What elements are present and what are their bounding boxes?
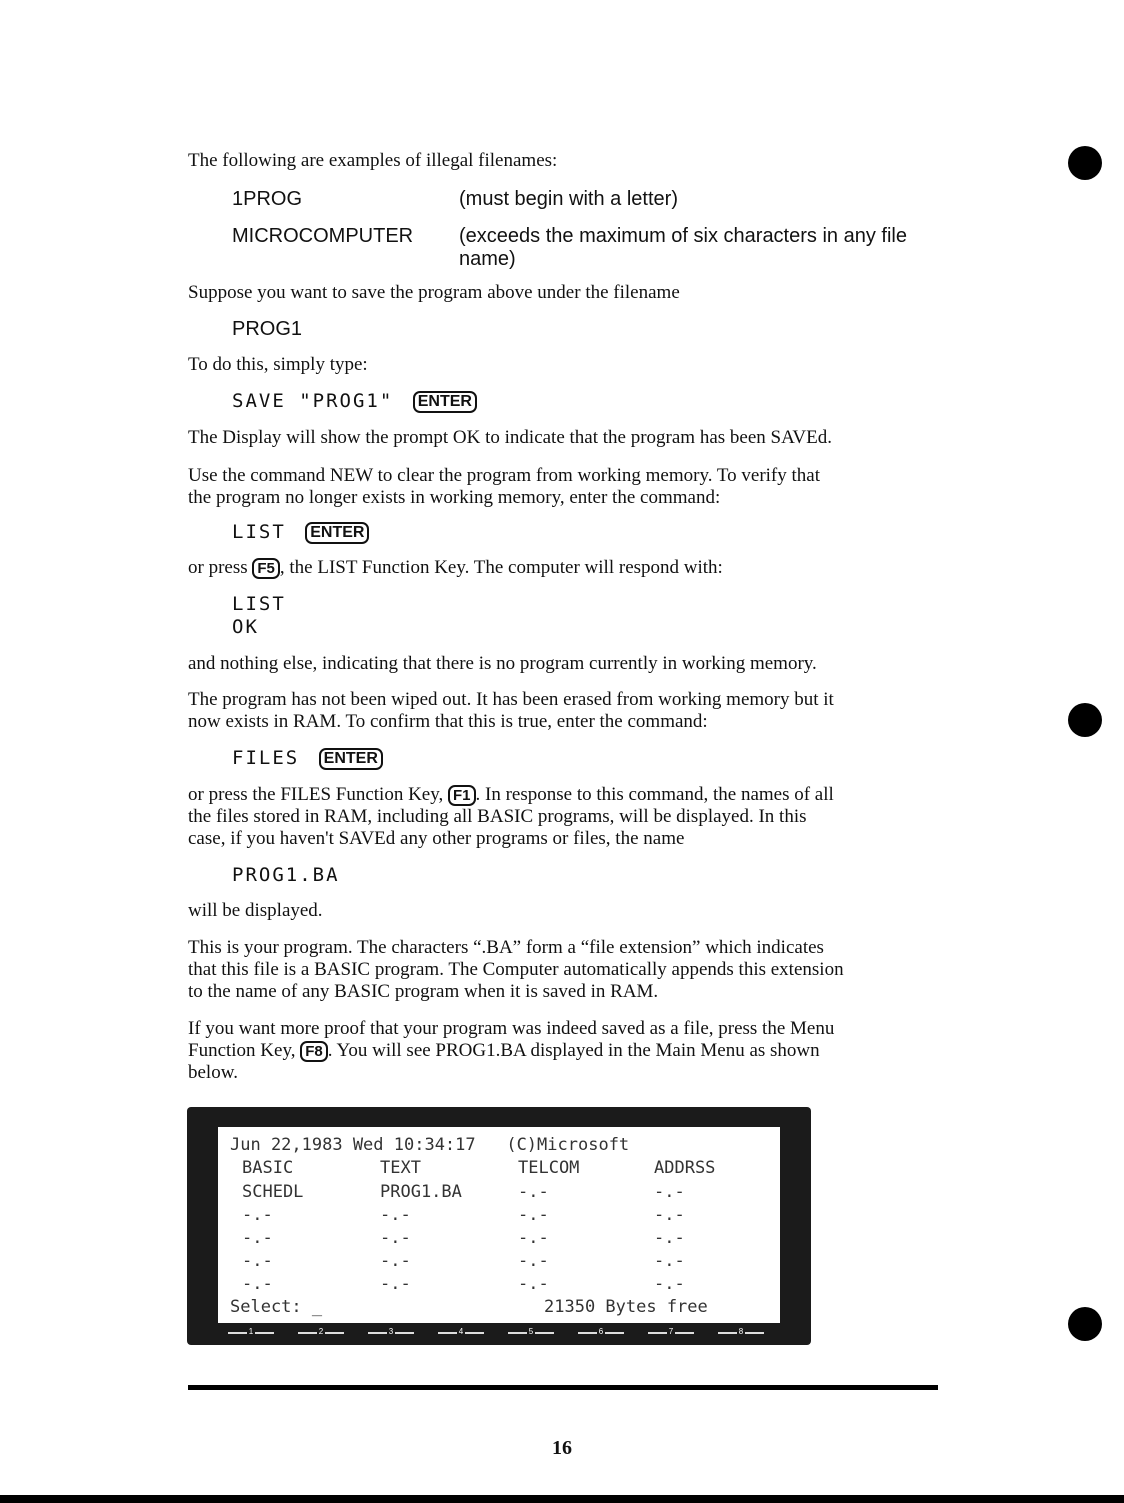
response-ok: OK [232, 616, 259, 638]
illegal-reason-1: (must begin with a letter) [459, 188, 678, 210]
para-new-1: Use the command NEW to clear the program from working memory. To verify that [188, 465, 821, 486]
para-proof-2b: . You will see PROG1.BA displayed in the Main Menu as shown [327, 1040, 820, 1061]
menu-item-empty: -.- [380, 1274, 411, 1294]
list-command-text: LIST [232, 521, 286, 543]
page-edge [0, 1495, 1124, 1503]
menu-item-empty: -.- [380, 1205, 411, 1225]
files-command [232, 747, 383, 770]
function-key-strip [228, 1327, 768, 1339]
save-command [232, 390, 477, 413]
para-files-1a: or press the FILES Function Key, [188, 784, 444, 805]
para-todo: To do this, simply type: [188, 354, 368, 375]
binder-hole [1068, 146, 1102, 180]
function-key-5[interactable]: 5 [508, 1327, 554, 1337]
para-proof-1: If you want more proof that your program was indeed saved as a file, press the Menu [188, 1018, 835, 1039]
menu-item-empty: -.- [242, 1228, 273, 1248]
function-key-3[interactable]: 3 [368, 1327, 414, 1337]
para-nothing: and nothing else, indicating that there is no program currently in working memory. [188, 653, 817, 674]
menu-header: Jun 22,1983 Wed 10:34:17 (C)Microsoft [230, 1135, 630, 1155]
function-key-1[interactable]: 1 [228, 1327, 274, 1337]
para-files-2: the files stored in RAM, including all BASIC programs, will be displayed. In this [188, 806, 807, 827]
function-key-8[interactable]: 8 [718, 1327, 764, 1337]
para-press-a: or press [188, 557, 248, 578]
para-wiped-2: now exists in RAM. To confirm that this is true, enter the command: [188, 711, 708, 732]
footer-rule [188, 1385, 938, 1390]
prog-name: PROG1.BA [232, 864, 340, 886]
f8-key: F8 [300, 1041, 328, 1062]
menu-item-empty: -.- [518, 1228, 549, 1248]
binder-hole [1068, 703, 1102, 737]
para-press [188, 557, 938, 579]
enter-key: ENTER [305, 522, 369, 544]
menu-item-empty: -.- [654, 1205, 685, 1225]
para-press-b: , the LIST Function Key. The computer will respond with: [279, 557, 723, 578]
illegal-reason-2-cont: name) [459, 248, 516, 270]
menu-item-empty: -.- [654, 1274, 685, 1294]
menu-item-empty: -.- [654, 1182, 685, 1202]
para-files-1 [188, 784, 938, 806]
illegal-name-1: 1PROG [232, 188, 303, 210]
menu-item-empty: -.- [654, 1251, 685, 1271]
para-proof-3: below. [188, 1062, 238, 1083]
para-proof-2a: Function Key, [188, 1040, 296, 1061]
menu-item-empty: -.- [518, 1182, 549, 1202]
files-command-text: FILES [232, 747, 300, 769]
function-key-4[interactable]: 4 [438, 1327, 484, 1337]
menu-item-empty: -.- [518, 1205, 549, 1225]
function-key-7[interactable]: 7 [648, 1327, 694, 1337]
para-wiped-1: The program has not been wiped out. It has been erased from working memory but it [188, 689, 834, 710]
para-this-3: to the name of any BASIC program when it is saved in RAM. [188, 981, 659, 1002]
save-command-text: SAVE "PROG1" [232, 390, 394, 412]
list-command [232, 521, 369, 544]
select-prompt[interactable]: Select: _ [230, 1297, 323, 1317]
para-this-2: that this file is a BASIC program. The Computer automatically appends this extension [188, 959, 844, 980]
f5-key: F5 [252, 558, 280, 579]
menu-item-text[interactable]: TEXT [380, 1158, 421, 1178]
page-number: 16 [552, 1437, 572, 1459]
para-new-2: the program no longer exists in working memory, enter the command: [188, 487, 721, 508]
para-this-1: This is your program. The characters “.BA” form a “file extension” which indicates [188, 937, 824, 958]
menu-item-empty: -.- [242, 1274, 273, 1294]
illegal-reason-2: (exceeds the maximum of six characters in any file [459, 225, 907, 247]
para-files-3: case, if you haven't SAVEd any other programs or files, the name [188, 828, 685, 849]
para-proof-2 [188, 1040, 938, 1062]
para-files-1b: . In response to this command, the names of all [475, 784, 834, 805]
enter-key: ENTER [413, 391, 477, 413]
intro-text: The following are examples of illegal filenames: [188, 150, 558, 171]
menu-item-empty: -.- [380, 1228, 411, 1248]
para-display: The Display will show the prompt OK to indicate that the program has been SAVEd. [188, 427, 832, 448]
menu-item-empty: -.- [654, 1228, 685, 1248]
menu-item-empty: -.- [380, 1251, 411, 1271]
illegal-name-2: MICROCOMPUTER [232, 225, 414, 247]
menu-item-addrss[interactable]: ADDRSS [654, 1158, 716, 1178]
function-key-2[interactable]: 2 [298, 1327, 344, 1337]
bytes-free: 21350 Bytes free [544, 1297, 708, 1317]
f1-key: F1 [448, 785, 476, 806]
menu-item-prog1[interactable]: PROG1.BA [380, 1182, 462, 1202]
menu-item-schedl[interactable]: SCHEDL [242, 1182, 304, 1202]
para-suppose: Suppose you want to save the program above under the filename [188, 282, 680, 303]
response-list: LIST [232, 593, 286, 615]
filename-example: PROG1 [232, 318, 303, 340]
menu-item-empty: -.- [518, 1274, 549, 1294]
main-menu-screen [218, 1127, 780, 1323]
menu-item-empty: -.- [242, 1205, 273, 1225]
menu-item-empty: -.- [518, 1251, 549, 1271]
function-key-6[interactable]: 6 [578, 1327, 624, 1337]
binder-hole [1068, 1307, 1102, 1341]
menu-item-telcom[interactable]: TELCOM [518, 1158, 580, 1178]
enter-key: ENTER [319, 748, 383, 770]
menu-item-basic[interactable]: BASIC [242, 1158, 294, 1178]
menu-item-empty: -.- [242, 1251, 273, 1271]
para-willbe: will be displayed. [188, 900, 323, 921]
